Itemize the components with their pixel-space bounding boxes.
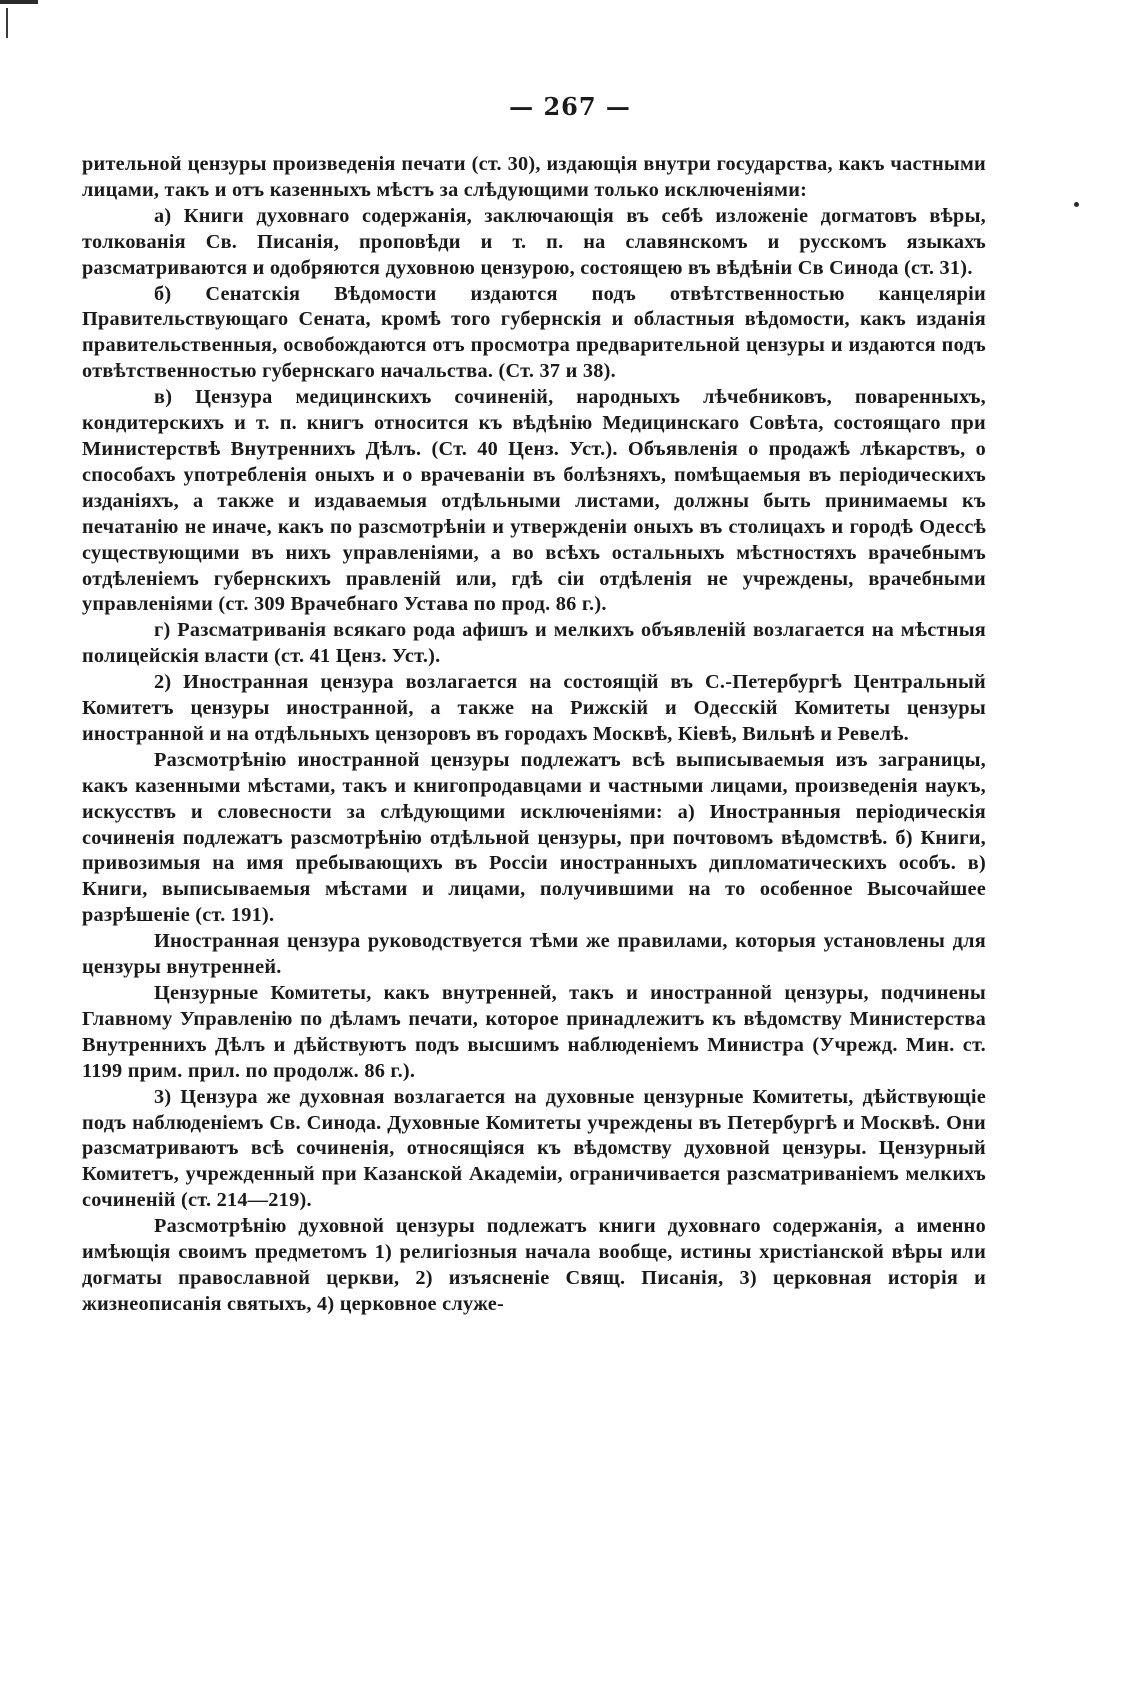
paragraph-foreign-censorship: 2) Иностранная цензура возлагается на состоящій въ С.-Петербургѣ Центральный Комитетъ цензуры иностранной, а также на Рижскій и Одесскій Комитеты цензуры иностранной и на отдѣльныхъ цензоровъ въ городахъ Москвѣ, Кіевѣ, Вильнѣ и Ревелѣ.	[82, 671, 986, 745]
paragraph-spiritual-scope: Разсмотрѣнію духовной цензуры подлежатъ книги духовнаго содержанія, а именно имѣющія своимъ предметомъ 1) религіозныя начала вообще, истины христіанской вѣры или догматы православной церкви, 2) изъясненіе Свящ. Писанія, 3) церковная исторія и жизнеописанія святыхъ, 4) церковное служе-	[82, 1215, 986, 1315]
page-body	[82, 152, 986, 1318]
scan-edge-mark	[0, 0, 38, 4]
paragraph-foreign-scope: Разсмотрѣнію иностранной цензуры подлежатъ всѣ выписываемыя изъ заграницы, какъ казенными мѣстами, такъ и книгопродавцами и частными лицами, произведенія наукъ, искусствъ и словесности за слѣдующими исключеніями: а) Иностранныя періодическія сочиненія подлежатъ разсмотрѣнію отдѣльной цензуры, при почтовомъ вѣдомствѣ. б) Книги, привозимыя на имя пребывающихъ въ Россіи иностранныхъ дипломатическихъ особъ. в) Книги, выписываемыя мѣстами и лицами, получившими на то особенное Высочайшее разрѣшеніе (ст. 191).	[82, 748, 986, 927]
page-number: — 267 —	[509, 92, 631, 121]
paragraph-committees: Цензурные Комитеты, какъ внутренней, такъ и иностранной цензуры, подчинены Главному Управленію по дѣламъ печати, которое принадлежитъ къ вѣдомству Министерства Внутреннихъ Дѣлъ и дѣйствуютъ подъ высшимъ наблюденіемъ Министра (Учрежд. Мин. ст. 1199 прим. прил. по продолж. 86 г.).	[82, 982, 986, 1082]
print-speck	[1074, 202, 1079, 207]
scan-edge-line	[6, 8, 8, 38]
paragraph-spiritual-censorship: 3) Цензура же духовная возлагается на духовные цензурные Комитеты, дѣйствующіе подъ наблюденіемъ Св. Синода. Духовные Комитеты учреждены въ Петербургѣ и Москвѣ. Они разсматриваютъ всѣ сочиненія, относящіяся къ вѣдомству духовной цензуры. Цензурный Комитетъ, учрежденный при Казанской Академіи, ограничивается разсматриваніемъ мелкихъ сочиненій (ст. 214—219).	[82, 1085, 986, 1212]
paragraph-item-g: г) Разсматриванія всякаго рода афишъ и мелкихъ объявленій возлагается на мѣстныя полицейскія власти (ст. 41 Ценз. Уст.).	[82, 619, 986, 668]
paragraph-continuation: рительной цензуры произведенія печати (ст. 30), издающія внутри государства, какъ частными лицами, такъ и отъ казенныхъ мѣстъ за слѣдующими только исключеніями:	[82, 153, 986, 201]
paragraph-item-a: а) Книги духовнаго содержанія, заключающія въ себѣ изложеніе догматовъ вѣры, толкованія Св. Писанія, проповѣди и т. п. на славянскомъ и русскомъ языкахъ разсматриваются и одобряются духовною цензурою, состоящею въ вѣдѣніи Св Синода (ст. 31).	[82, 204, 986, 279]
paragraph-item-b: б) Сенатскія Вѣдомости издаются подъ отвѣтственностью канцеляріи Правительствующаго Сената, кромѣ того губернскія и областныя вѣдомости, какъ изданія правительственныя, освобождаются отъ просмотра предварительной цензуры и издаются подъ отвѣтственностью губернскаго начальства. (Ст. 37 и 38).	[82, 282, 986, 383]
paragraph-item-v: в) Цензура медицинскихъ сочиненій, народныхъ лѣчебниковъ, поваренныхъ, кондитерскихъ и т. п. книгъ относится къ вѣдѣнію Медицинскаго Совѣта, состоящаго при Министерствѣ Внутреннихъ Дѣлъ. (Ст. 40 Ценз. Уст.). Объявленія о продажѣ лѣкарствъ, о способахъ употребленія оныхъ и о врачеваніи въ болѣзняхъ, помѣщаемыя въ періодическихъ изданіяхъ, а также и издаваемыя отдѣльными листами, должны быть принимаемы къ печатанію не иначе, какъ по разсмотрѣніи и утвержденіи оныхъ въ столицахъ и городѣ Одессѣ существующими въ нихъ управленіями, а во всѣхъ остальныхъ мѣстностяхъ врачебнымъ отдѣленіемъ губернскихъ правленій или, гдѣ сіи отдѣленія не учреждены, врачебными управленіями (ст. 309 Врачебнаго Устава по прод. 86 г.).	[82, 386, 986, 616]
paragraph-foreign-rules: Иностранная цензура руководствуется тѣми же правилами, которыя установлены для цензуры внутренней.	[82, 930, 986, 979]
